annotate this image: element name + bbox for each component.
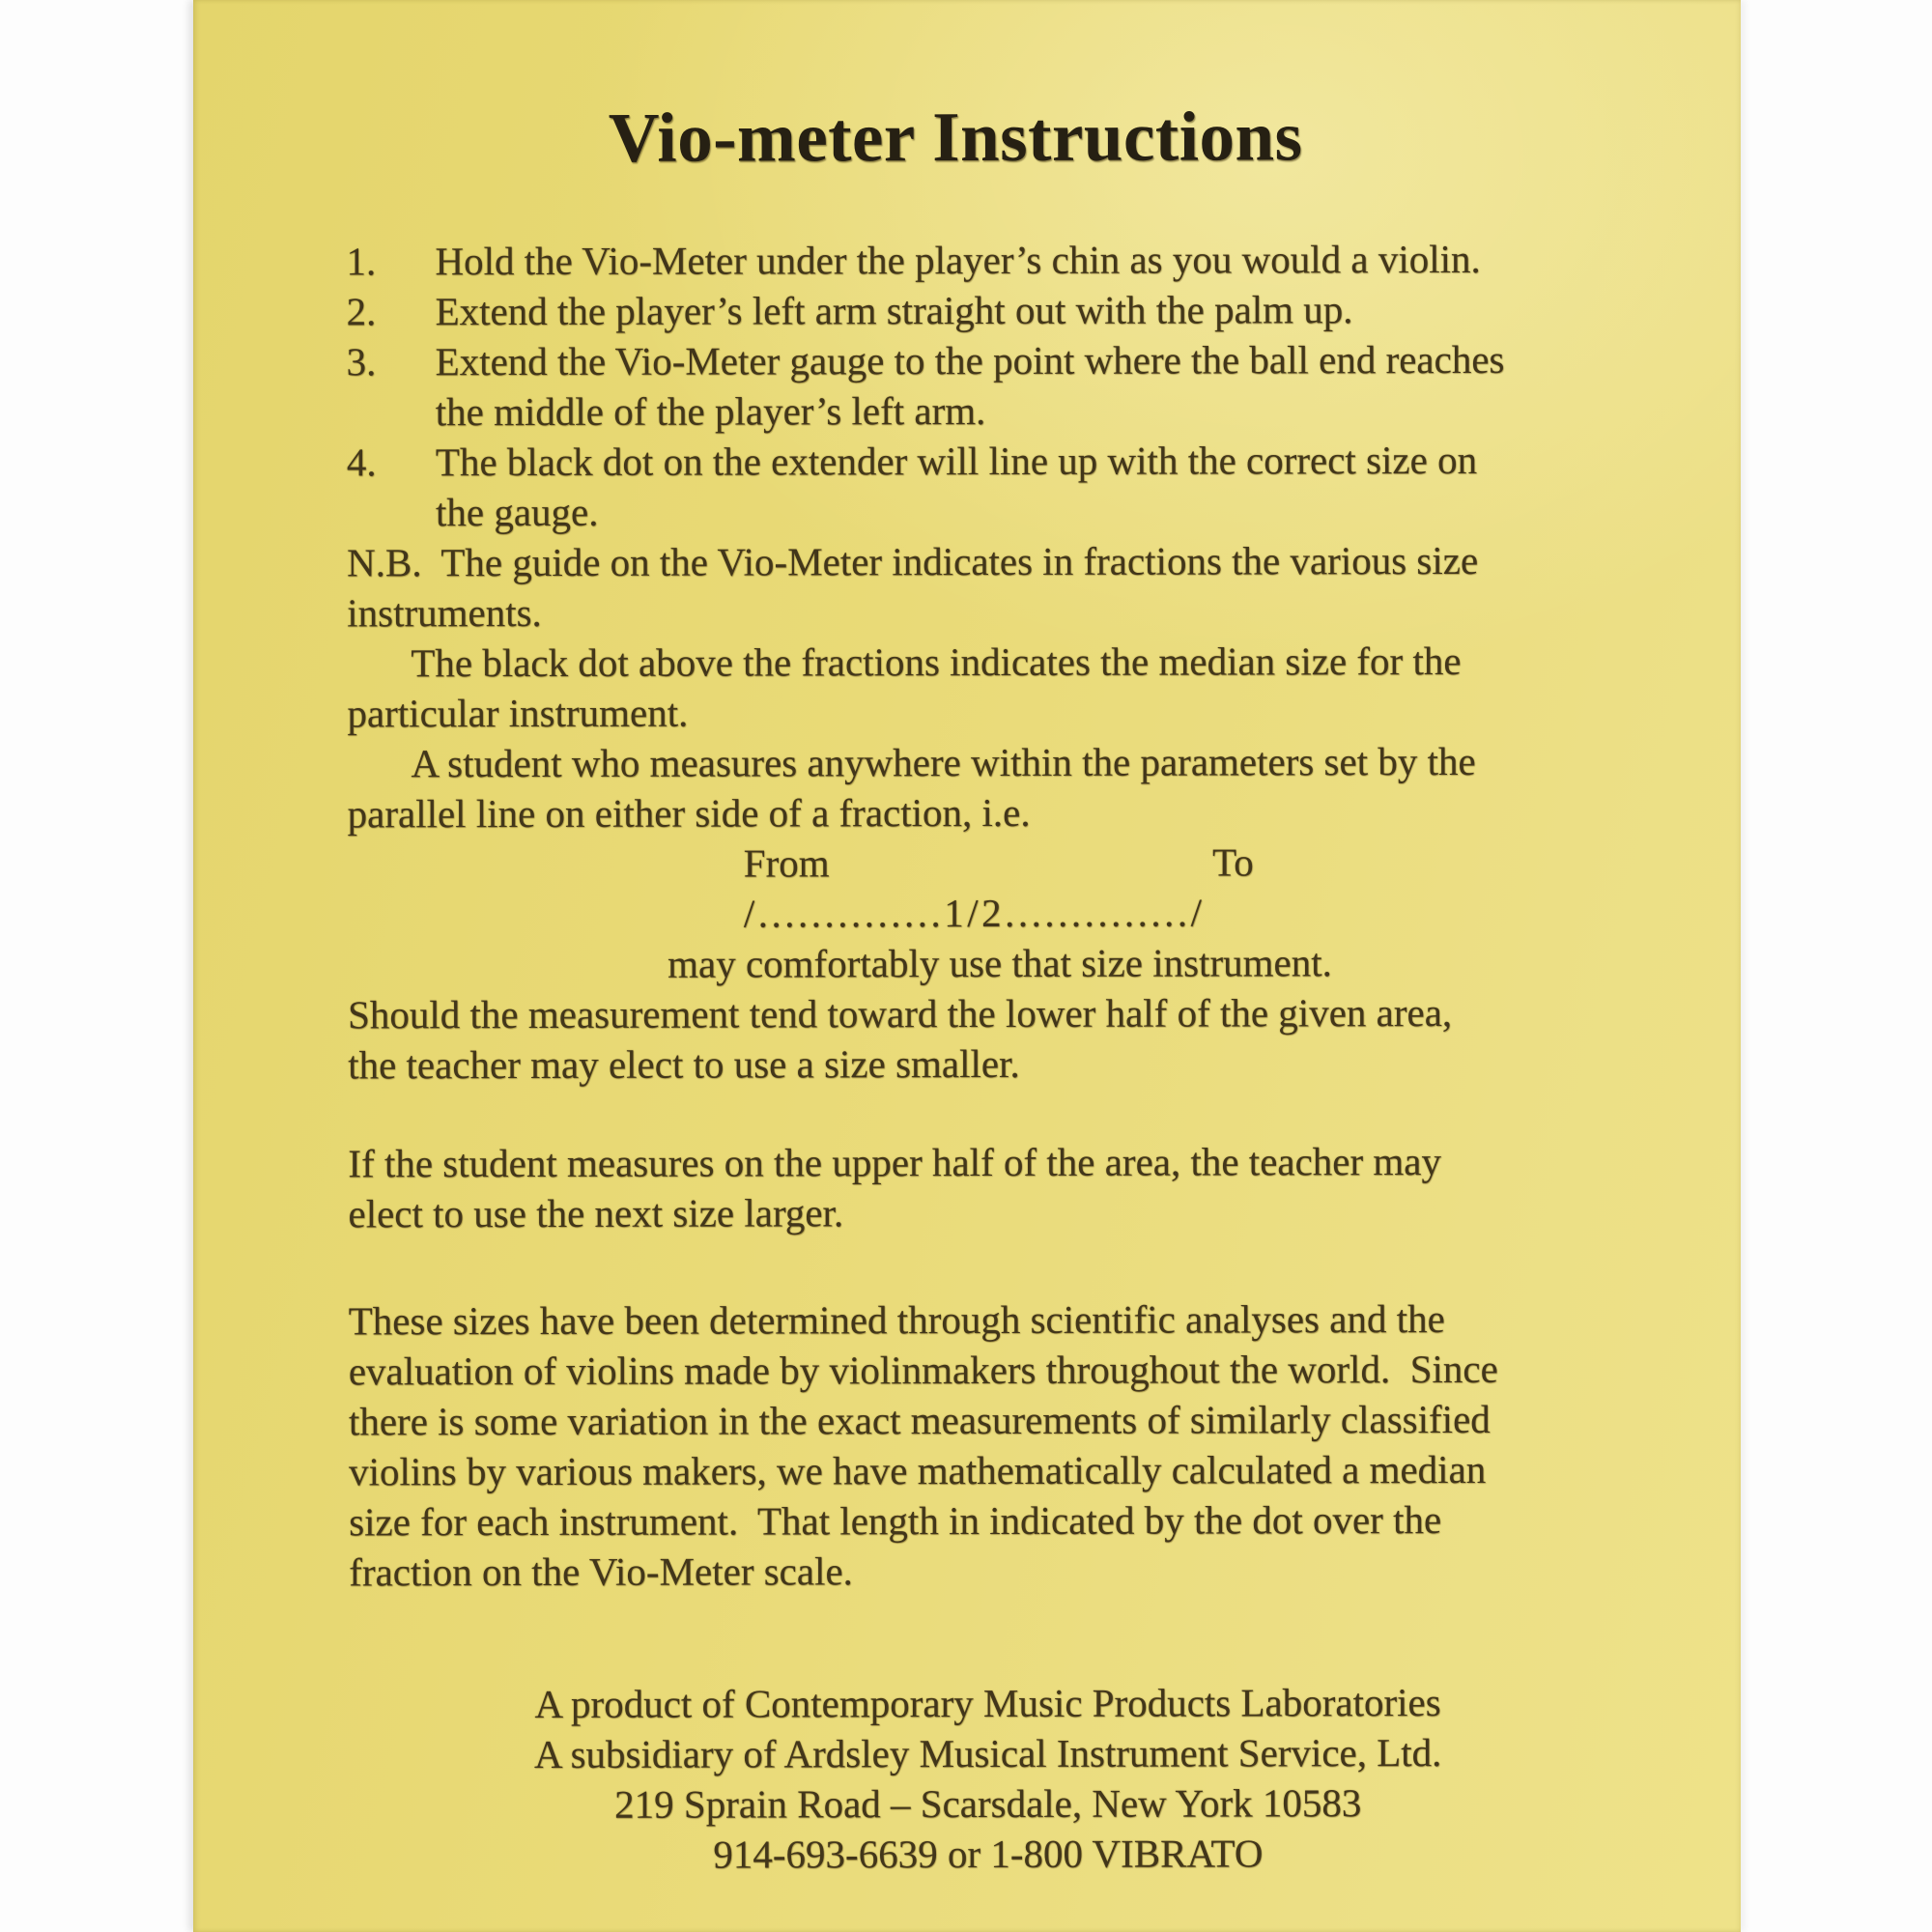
student-note-paragraph <box>347 736 1624 839</box>
step-1-number: 1. <box>346 239 377 284</box>
nb-note-paragraph <box>347 535 1624 639</box>
paragraph-line: elect to use the next size larger. <box>348 1190 844 1236</box>
step-4 <box>347 435 1624 538</box>
page-title: Vio-meter Instructions <box>608 97 1303 177</box>
paragraph-line: fraction on the Vio-Meter scale. <box>349 1548 853 1595</box>
step-4-number: 4. <box>346 440 377 485</box>
step-3-number: 3. <box>346 339 377 384</box>
range-from-label: From <box>743 840 830 886</box>
range-scale-line: /..............1/2............../ <box>743 890 1206 936</box>
step-1-text <box>435 234 1480 286</box>
instruction-sheet <box>193 0 1741 1932</box>
paragraph-line: instruments. <box>347 589 542 636</box>
step-line: Hold the Vio-Meter under the player’s chin as you would a violin. <box>435 236 1481 284</box>
paragraph-line: If the student measures on the upper half of the area, the teacher may <box>348 1139 1442 1186</box>
step-4-text <box>436 435 1477 537</box>
paragraph-line: size for each instrument. That length in indicated by the dot over the <box>349 1497 1442 1545</box>
paragraph-line: Should the measurement tend toward the lower half of the given area, <box>348 989 1453 1037</box>
lower-half-paragraph <box>348 987 1625 1091</box>
step-2 <box>346 284 1623 337</box>
manufacturer-footer <box>350 1677 1627 1881</box>
paragraph-line: violins by various makers, we have mathematically calculated a median <box>349 1446 1487 1494</box>
footer-address-line: 219 Sprain Road – Scarsdale, New York 10583 <box>614 1780 1362 1827</box>
step-1 <box>346 234 1623 287</box>
paragraph-line: there is some variation in the exact measurements of similarly classified <box>348 1396 1491 1444</box>
footer-phone-line: 914-693-6639 or 1-800 VIBRATO <box>713 1831 1264 1877</box>
science-paragraph <box>349 1293 1627 1598</box>
step-line: the middle of the player’s left arm. <box>435 388 986 435</box>
paragraph-line: A student who measures anywhere within the parameters set by the <box>411 738 1476 786</box>
instruction-steps <box>346 234 1624 538</box>
paragraph-line: The black dot above the fractions indicates the median size for the <box>411 638 1462 686</box>
step-line: The black dot on the extender will line up with the correct size on <box>435 437 1478 485</box>
footer-subsidiary-line: A subsidiary of Ardsley Musical Instrument Service, Ltd. <box>533 1730 1442 1776</box>
paragraph-line: parallel line on either side of a fraction, i.e. <box>347 789 1031 837</box>
step-line: Extend the Vio-Meter gauge to the point where the ball end reaches <box>435 336 1505 384</box>
footer-product-line: A product of Contemporary Music Products Laboratories <box>534 1680 1441 1726</box>
paragraph-line: evaluation of violins made by violinmakers throughout the world. Since <box>348 1346 1498 1394</box>
step-line: Extend the player’s left arm straight out with the palm up. <box>435 287 1353 334</box>
step-3 <box>347 334 1624 438</box>
range-to-label: To <box>1211 839 1254 885</box>
median-note-paragraph <box>347 636 1624 739</box>
paragraph-line: the teacher may elect to use a size smaller. <box>348 1040 1020 1088</box>
step-2-number: 2. <box>346 289 377 334</box>
step-line: the gauge. <box>435 489 599 535</box>
may-use-line: may comfortably use that size instrument. <box>668 940 1332 986</box>
paragraph-line: N.B. The guide on the Vio-Meter indicates in fractions the various size <box>347 537 1479 585</box>
step-3-text <box>436 334 1505 437</box>
upper-half-paragraph <box>348 1136 1625 1239</box>
size-range-diagram <box>744 837 1254 938</box>
step-2-text <box>435 284 1352 336</box>
range-labels-row <box>744 837 1254 888</box>
paragraph-line: These sizes have been determined through scientific analyses and the <box>348 1296 1445 1344</box>
paragraph-line: particular instrument. <box>347 690 689 736</box>
sheet-content <box>346 91 1627 1881</box>
